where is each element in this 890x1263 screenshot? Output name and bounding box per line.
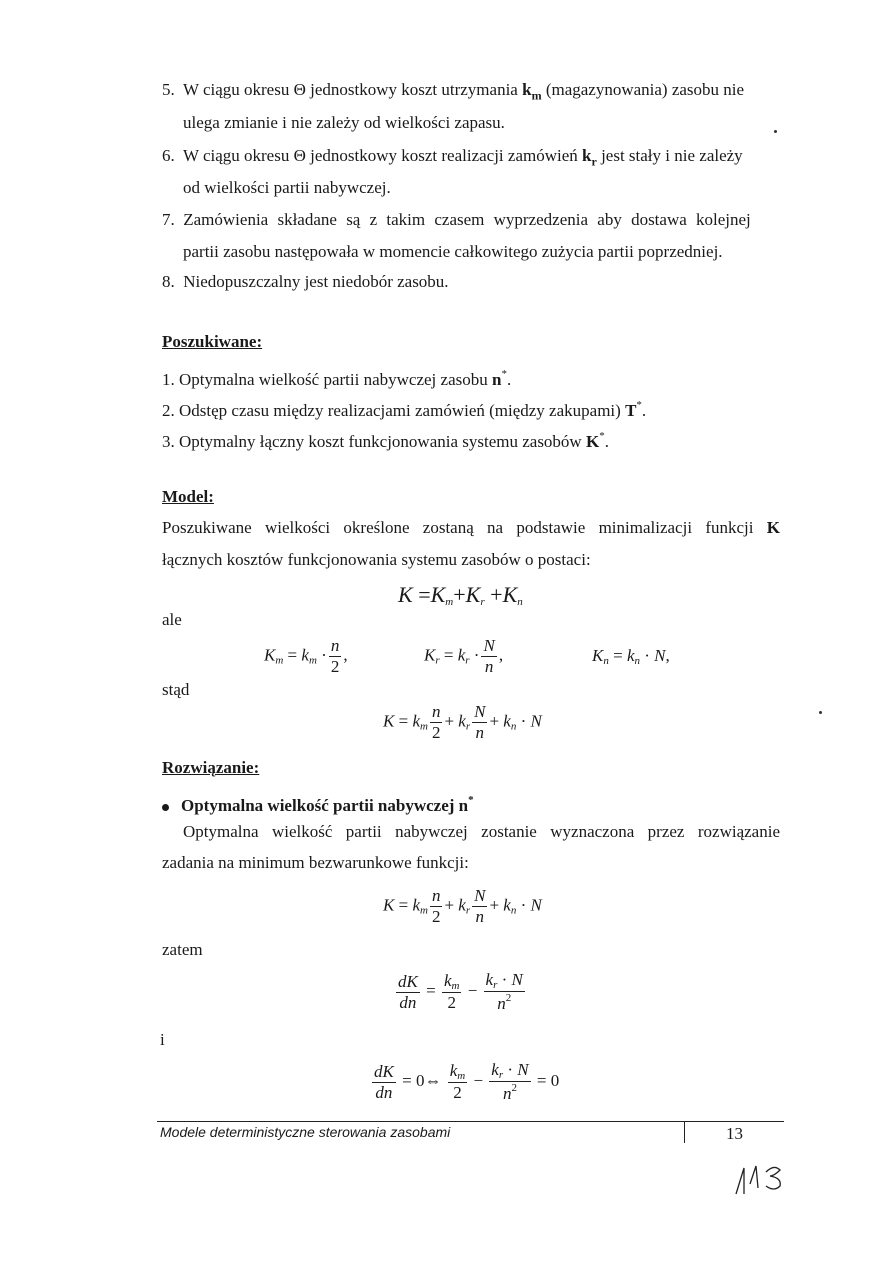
solution-paragraph-line1: Optymalna wielkość partii nabywczej zostanie wyznaczona przez rozwiązanie — [183, 822, 780, 841]
assumption-8: 8. Niedopuszczalny jest niedobór zasobu. — [162, 272, 449, 291]
equation-k-expanded: $K = k_m$ $\frac{n}{2}$ + $k_r$ $\frac{N}{n}$ + $k_n \cdot N$ — [383, 702, 542, 742]
equation-km: $K_m = k_m$ · $\frac{n}{2}$ , — [264, 636, 348, 676]
equation-stationary-condition: $\frac{dK}{dn}$ = 0⇔ $\frac{k_m}{2}$ − $\frac{k_r \cdot N}{n^2}$ = 0 — [374, 1060, 560, 1103]
assumption-7-cont: partii zasobu następowała w momencie całkowitego zużycia partii poprzedniej. — [183, 242, 723, 261]
sought-heading: Poszukiwane: — [162, 332, 263, 351]
footer-divider — [684, 1121, 685, 1143]
equation-kr: $K_r = k_r$ · $\frac{N}{n}$ , — [424, 636, 504, 676]
model-paragraph-line1: Poszukiwane wielkości określone zostaną na podstawie minimalizacji funkcji K — [162, 518, 780, 537]
equation-k-objective: $K = k_m$ $\frac{n}{2}$ + $k_r$ $\frac{N}{n}$ + $k_n \cdot N$ — [383, 886, 542, 926]
bullet-icon — [162, 804, 169, 811]
assumption-6-cont: od wielkości partii nabywczej. — [183, 178, 391, 197]
label-stad: stąd — [162, 680, 190, 699]
assumption-5-cont: ulega zmianie i nie zależy od wielkości zapasu. — [183, 113, 505, 132]
sought-item-3: 3. Optymalny łączny koszt funkcjonowania systemu zasobów K*. — [162, 430, 609, 451]
footer-rule — [157, 1121, 784, 1122]
page-number: 13 — [726, 1124, 743, 1143]
scan-speck — [819, 711, 822, 714]
equation-kn: $K_n = k_n \cdot N$, — [592, 646, 670, 667]
solution-bullet: Optymalna wielkość partii nabywczej n* — [162, 790, 474, 816]
label-ale: ale — [162, 610, 182, 629]
scan-speck — [774, 130, 777, 133]
assumption-5: 5. W ciągu okresu Θ jednostkowy koszt utrzymania $k_m$ (magazynowania) zasobu nie — [162, 80, 745, 103]
sought-item-1: 1. Optymalna wielkość partii nabywczej zasobu n*. — [162, 368, 512, 389]
assumption-7: 7. Zamówienia składane są z takim czasem wyprzedzenia aby dostawa kolejnej — [162, 210, 751, 229]
handwritten-page-mark — [730, 1162, 800, 1198]
footer-title: Modele deterministyczne sterowania zasobami — [160, 1124, 451, 1140]
assumption-6: 6. W ciągu okresu Θ jednostkowy koszt realizacji zamówień $k_r$ jest stały i nie zależy — [162, 146, 743, 169]
label-zatem: zatem — [162, 940, 203, 959]
model-heading: Model: — [162, 487, 214, 506]
solution-heading: Rozwiązanie: — [162, 758, 260, 777]
equation-total-cost: $K =K_m+K_r +K_n$ — [398, 582, 523, 608]
solution-paragraph-line2: zadania na minimum bezwarunkowe funkcji: — [162, 853, 469, 872]
equation-derivative: $\frac{dK}{dn}$ = $\frac{k_m}{2}$ − $\frac{k_r \cdot N}{n^2}$ — [398, 970, 523, 1013]
label-i: i — [160, 1030, 165, 1049]
model-paragraph-line2: łącznych kosztów funkcjonowania systemu zasobów o postaci: — [162, 550, 591, 569]
sought-item-2: 2. Odstęp czasu między realizacjami zamówień (między zakupami) T*. — [162, 399, 647, 420]
